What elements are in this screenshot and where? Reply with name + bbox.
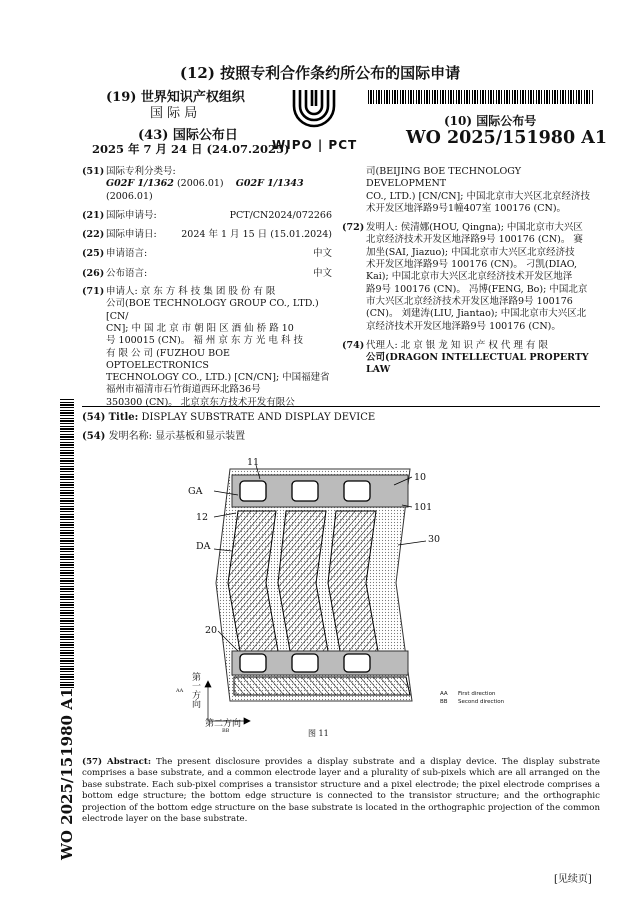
fig-label-30: 30	[428, 534, 441, 545]
filing-lang: 中文	[312, 248, 332, 260]
left-biblio-column: (51) 国际专利分类号: G02F 1/1362 (2006.01) G02F 1/1343 (2006.01) (21) 国际申请号: PCT/CN2024/072266 (22) 国际申请日: 2024 年 1 月 15 日 (15.01.2024) (25) 申请语言: 中文 (26) 公布语言: 中文 (71) 申请人: 京 东 方 科 技 集 团 股 份 有 限 公司(BOE TECHNOLOGY GROUP CO., LTD.) [CN/ CN]; 中 国 北 京 市 朝 阳 区 酒 仙 桥 路 10 号 100015 (CN)。 福 州 京 东 方 光 电 科 技 有 限 公 司 (FUZHOU BOE OPTOELECTRONICS TECHNOLOGY CO., LTD.) [CN/CN]; 中国福建省 福州市福清市石竹街道西环北路36号 350300 (CN)。 北京京东方技术开发有限公	[82, 166, 332, 408]
app-no-label: 国际申请号:	[106, 209, 157, 221]
title-zh: (54) 发明名称: 显示基板和显示装置	[82, 431, 246, 442]
fig-label-da: DA	[196, 541, 211, 552]
pub-lang: 中文	[312, 267, 332, 279]
pub-lang-label: 公布语言:	[106, 267, 148, 279]
side-barcode	[60, 398, 74, 688]
transistor-pad	[292, 654, 318, 672]
app-date: 2024 年 1 月 15 日 (15.01.2024)	[181, 229, 332, 241]
axis-first-direction: 第一方向	[190, 672, 200, 708]
fig-label-11: 11	[247, 457, 260, 468]
document-type-title: (12) 按照专利合作条约所公布的国际申请	[179, 64, 461, 82]
side-pub-no: WO 2025/151980 A1	[58, 687, 76, 860]
transistor-pad	[344, 654, 370, 672]
pub-date-label: (43) 国际公布日	[138, 128, 238, 143]
applicants: 申请人: 京 东 方 科 技 集 团 股 份 有 限 公司(BOE TECHNOLOGY GROUP CO., LTD.) [CN/ CN]; 中 国 北 京 市 朝 阳 区 酒 仙 桥 路 10 号 100015 (CN)。 福 州 京 东 方 光 电 科 技 有 限 公 司 (FUZHOU BOE OPTOELECTRONICS TECHNOLOGY CO., LTD.) [CN/CN]; 中国福建省 福州市福清市石竹街道西环北路36号 350300 (CN)。 北京京东方技术开发有限公	[106, 286, 330, 408]
fig-label-101: 101	[414, 502, 433, 513]
pub-no-label: (10) 国际公布号	[444, 114, 537, 128]
axis-aa: AA	[176, 688, 184, 694]
pub-no: WO 2025/151980 A1	[406, 128, 607, 148]
org-sub: 国 际 局	[150, 106, 198, 121]
field-num: (51)	[82, 166, 105, 177]
org-name: (19) 世界知识产权组织	[106, 90, 245, 105]
continued-note: [见续页]	[554, 874, 592, 885]
abstract: (57) Abstract: The present disclosure provides a display substrate and a display device. The display substrate comprises a base substrate, and a common electrode layer and a plurality of sub-pixels which are all arranged on the base substrate. Each sub-pixel comprises a transistor structure and a pixel electrode; the pixel electrode comprises a bottom edge structure; the bottom edge structure is connected to the transistor structure; and the orthographic projection of the bottom edge structure on the base substrate is located in the orthographic projection of the common electrode layer on the base substrate.	[82, 757, 601, 825]
pixel-bottom-strips	[234, 677, 410, 695]
wipo-logo-icon	[284, 86, 344, 138]
fig-label-12: 12	[196, 512, 209, 523]
section-divider	[82, 406, 600, 407]
top-barcode	[368, 90, 594, 104]
inventors: 发明人: 侯清娜(HOU, Qingna); 中国北京市大兴区 北京经济技术开发区地泽路9号 100176 (CN)。 赛 加坐(SAI, Jiazuo); 中国北京市大兴区北京经济技 术开发区地泽路9号 100176 (CN)。 刁凯(DIAO, Kai); 中国北京市大兴区北京经济技术开发区地泽 路9号 100176 (CN)。 冯博(FENG, Bo); 中国北京 市大兴区北京经济技术开发区地泽路9号 100176 (CN)。 刘建涛(LIU, Jiantao); 中国北京市大兴区北 京经济技术开发区地泽路9号 100176 (CN)。	[366, 222, 588, 332]
right-biblio-column: 司(BEIJING BOE TECHNOLOGY DEVELOPMENT CO., LTD.) [CN/CN]; 中国北京市大兴区北京经济技 术开发区地泽路9号1幢407室 100176 (CN)。 (72) 发明人: 侯清娜(HOU, Qingna); 中国北京市大兴区 北京经济技术开发区地泽路9号 100176 (CN)。 赛 加坐(SAI, Jiazuo); 中国北京市大兴区北京经济技 术开发区地泽路9号 100176 (CN)。 刁凯(DIAO, Kai); 中国北京市大兴区北京经济技术开发区地泽 路9号 100176 (CN)。 冯博(FENG, Bo); 中国北京 市大兴区北京经济技术开发区地泽路9号 100176 (CN)。 刘建涛(LIU, Jiantao); 中国北京市大兴区北 京经济技术开发区地泽路9号 100176 (CN)。 (74) 代理人: 北 京 银 龙 知 识 产 权 代 理 有 限 公司(DRAGON INTELLECTUAL PROPERTY LAW	[342, 166, 600, 377]
transistor-pad	[292, 481, 318, 501]
applicant-continued: 司(BEIJING BOE TECHNOLOGY DEVELOPMENT CO., LTD.) [CN/CN]; 中国北京市大兴区北京经济技 术开发区地泽路9号1幢407室 100176 (CN)。	[366, 166, 590, 214]
app-date-label: 国际申请日:	[106, 229, 157, 241]
transistor-pad	[240, 654, 266, 672]
wipo-pct-text: WIPO | PCT	[272, 138, 358, 152]
axis-second-direction: 第二方向	[205, 719, 242, 729]
pub-date: 2025 年 7 月 24 日 (24.07.2025)	[92, 142, 290, 156]
transistor-pad	[344, 481, 370, 501]
axis-bb: BB	[222, 728, 230, 734]
app-no: PCT/CN2024/072266	[229, 209, 332, 221]
ipc-codes: G02F 1/1362 (2006.01) G02F 1/1343 (2006.01)	[106, 178, 304, 202]
ipc-label: 国际专利分类号:	[106, 166, 176, 177]
agent: 代理人: 北 京 银 龙 知 识 产 权 代 理 有 限 公司(DRAGON INTELLECTUAL PROPERTY LAW	[366, 339, 589, 376]
transistor-pad	[240, 481, 266, 501]
title-en: (54) Title: DISPLAY SUBSTRATE AND DISPLAY DEVICE	[82, 412, 376, 423]
fig-label-10: 10	[414, 472, 427, 483]
figure-legend: AA First direction BB Second direction	[440, 691, 505, 705]
fig-label-20: 20	[205, 625, 218, 636]
figure-number: 图 11	[308, 729, 329, 738]
filing-lang-label: 申请语言:	[106, 248, 148, 260]
fig-label-ga: GA	[188, 486, 203, 497]
